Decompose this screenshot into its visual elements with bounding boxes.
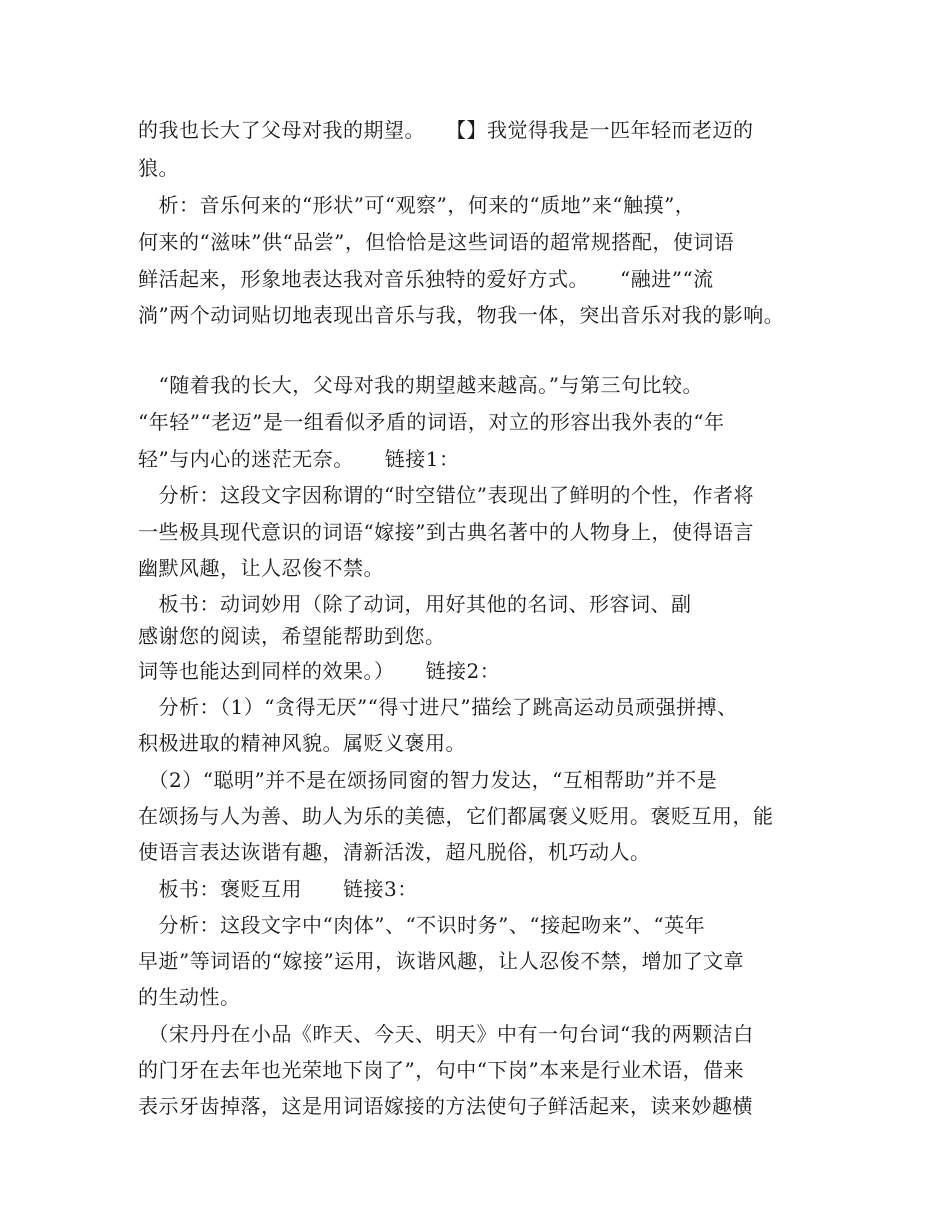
- text-line: 分析：这段文字中“肉体”、“不识时务”、“接起吻来”、“英年: [138, 913, 706, 937]
- text-line: 积极进取的精神风貌。属贬义褒用。: [138, 731, 466, 755]
- text-line: 词等也能达到同样的效果。） 链接2：: [138, 659, 501, 683]
- text-line: 鲜活起来，形象地表达我对音乐独特的爱好方式。 “融进”“流: [138, 267, 714, 291]
- text-line: 的我也长大了父母对我的期望。 【】我觉得我是一匹年轻而老迈的: [138, 118, 754, 142]
- text-line: 板书：动词妙用（除了动词，用好其他的名词、形容词、副: [138, 592, 692, 616]
- text-line: 轻”与内心的迷茫无奈。 链接1：: [138, 447, 460, 471]
- text-line: 的生动性。: [138, 985, 241, 1009]
- text-line: 在颂扬与人为善、助人为乐的美德，它们都属褒义贬用。褒贬互用，能: [138, 804, 774, 828]
- text-line: 分析：这段文字因称谓的“时空错位”表现出了鲜明的个性，作者将: [138, 483, 754, 507]
- text-line: 表示牙齿掉落，这是用词语嫁接的方法使句子鲜活起来，读来妙趣横: [138, 1094, 753, 1118]
- text-line: 的门牙在去年也光荣地下岗了”，句中“下岗”本来是行业术语，借来: [138, 1058, 745, 1082]
- text-line: （宋丹丹在小品《昨天、今天、明天》中有一句台词“我的两颗洁白: [138, 1022, 754, 1046]
- text-line: “年轻”“老迈”是一组看似矛盾的词语，对立的形容出我外表的“年: [138, 410, 725, 434]
- text-line: “随着我的长大，父母对我的期望越来越高。”与第三句比较。: [138, 373, 703, 397]
- text-line: 狼。: [138, 156, 179, 180]
- text-line: 析：音乐何来的“形状”可“观察”，何来的“质地”来“触摸”，: [138, 193, 696, 217]
- text-line: （2）“聪明”并不是在颂扬同窗的智力发达，“互相帮助”并不是: [138, 768, 718, 792]
- text-line: 淌”两个动词贴切地表现出音乐与我，物我一体，突出音乐对我的影响。: [138, 303, 785, 327]
- text-line: 早逝”等词语的“嫁接”运用，诙谐风趣，让人忍俊不禁，增加了文章: [138, 949, 745, 973]
- text-line: 何来的“滋味”供“品尝”，但恰恰是这些词语的超常规搭配，使词语: [138, 230, 735, 254]
- text-line: 幽默风趣，让人忍俊不禁。: [138, 556, 384, 580]
- text-line: 使语言表达诙谐有趣，清新活泼，超凡脱俗，机巧动人。: [138, 840, 651, 864]
- text-line: 板书：褒贬互用 链接3：: [138, 877, 418, 901]
- text-line: 一些极具现代意识的词语“嫁接”到古典名著中的人物身上，使得语言: [138, 520, 754, 544]
- text-line: 分析：（1）“贪得无厌”“得寸进尺”描绘了跳高运动员顽强拼搏、: [138, 695, 738, 719]
- footer-note: 感谢您的阅读，希望能帮助到您。: [138, 624, 446, 648]
